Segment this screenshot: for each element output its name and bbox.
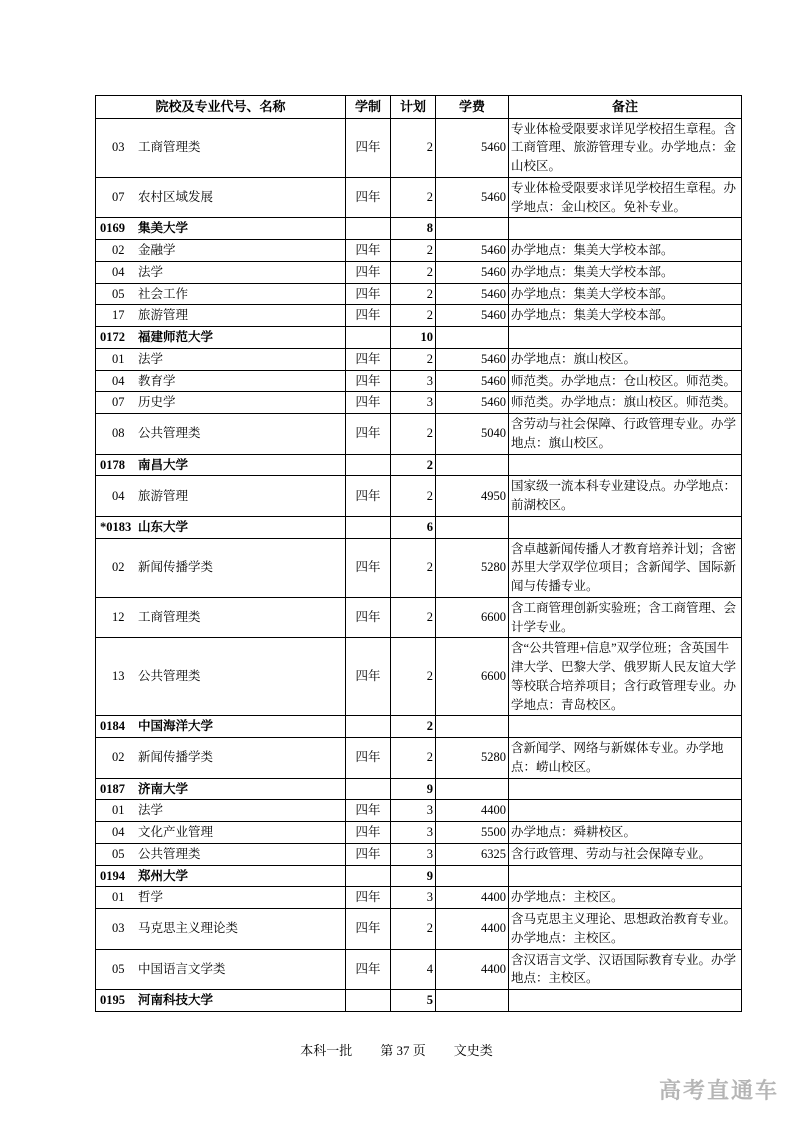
major-code: 03	[112, 921, 125, 936]
remark-cell: 含劳动与社会保障、行政管理专业。办学地点：旗山校区。	[509, 414, 742, 455]
university-row	[96, 865, 742, 887]
fee-cell: 4400	[436, 887, 509, 909]
remark-cell: 办学地点：舜耕校区。	[509, 822, 742, 844]
major-row	[96, 538, 742, 597]
major-name: 法学	[138, 803, 164, 818]
fee-cell: 4400	[436, 909, 509, 950]
code-name-cell	[96, 800, 346, 822]
plan-cell: 2	[391, 414, 436, 455]
plan-cell: 10	[391, 327, 436, 349]
university-code: 0187	[100, 781, 125, 796]
major-name: 法学	[138, 264, 164, 279]
plan-cell: 8	[391, 218, 436, 240]
major-name: 社会工作	[138, 286, 189, 301]
remark-cell	[509, 454, 742, 476]
major-row	[96, 800, 742, 822]
duration-cell: 四年	[346, 392, 391, 414]
major-row	[96, 118, 742, 177]
fee-cell: 4400	[436, 800, 509, 822]
code-name-cell	[96, 949, 346, 990]
university-row	[96, 716, 742, 738]
university-name: 山东大学	[138, 519, 189, 534]
university-code: 0184	[100, 719, 125, 734]
remark-cell: 专业体检受限要求详见学校招生章程。办学地点：金山校区。免补专业。	[509, 177, 742, 218]
major-code: 02	[112, 243, 125, 257]
major-row	[96, 305, 742, 327]
plan-cell: 2	[391, 240, 436, 262]
major-name: 哲学	[138, 890, 164, 905]
page-footer	[0, 1040, 793, 1059]
duration-cell: 四年	[346, 538, 391, 597]
major-name: 法学	[138, 351, 164, 366]
plan-cell: 2	[391, 538, 436, 597]
duration-cell	[346, 865, 391, 887]
university-code: *0183	[100, 519, 132, 534]
remark-cell: 含汉语言文学、汉语国际教育专业。办学地点：主校区。	[509, 949, 742, 990]
code-name-cell	[96, 392, 346, 414]
major-code: 02	[112, 560, 125, 575]
major-name: 教育学	[138, 373, 176, 388]
plan-cell: 2	[391, 476, 436, 517]
fee-cell: 5280	[436, 538, 509, 597]
header-plan: 计划	[391, 96, 436, 119]
major-code: 08	[112, 426, 125, 441]
fee-cell	[436, 716, 509, 738]
remark-cell: 含卓越新闻传播人才教育培养计划；含密苏里大学双学位项目；含新闻学、国际新闻与传播专业。	[509, 538, 742, 597]
university-name: 河南科技大学	[138, 993, 214, 1007]
major-row	[96, 738, 742, 779]
code-name-cell	[96, 516, 346, 538]
duration-cell: 四年	[346, 476, 391, 517]
major-name: 中国语言文学类	[138, 961, 226, 976]
fee-cell: 5500	[436, 822, 509, 844]
fee-cell: 4950	[436, 476, 509, 517]
major-name: 农村区域发展	[138, 190, 214, 205]
remark-cell: 师范类。办学地点：旗山校区。师范类。	[509, 392, 742, 414]
university-row	[96, 454, 742, 476]
remark-cell: 办学地点：主校区。	[509, 887, 742, 909]
major-name: 工商管理类	[138, 140, 201, 155]
major-row	[96, 240, 742, 262]
major-name: 公共管理类	[138, 846, 201, 861]
code-name-cell	[96, 990, 346, 1012]
plan-cell: 5	[391, 990, 436, 1012]
major-row	[96, 392, 742, 414]
plan-cell: 2	[391, 348, 436, 370]
code-name-cell	[96, 597, 346, 638]
major-code: 01	[112, 890, 125, 905]
duration-cell	[346, 516, 391, 538]
major-code: 05	[112, 961, 125, 976]
major-code: 07	[112, 190, 125, 205]
major-name: 金融学	[138, 243, 176, 257]
code-name-cell	[96, 778, 346, 800]
major-row	[96, 348, 742, 370]
major-row	[96, 370, 742, 392]
code-name-cell	[96, 909, 346, 950]
header-remark: 备注	[509, 96, 742, 119]
university-code: 0172	[100, 330, 125, 344]
fee-cell: 5460	[436, 118, 509, 177]
remark-cell	[509, 990, 742, 1012]
major-row	[96, 843, 742, 865]
major-code: 04	[112, 488, 125, 503]
duration-cell	[346, 990, 391, 1012]
major-name: 马克思主义理论类	[138, 921, 239, 936]
major-code: 17	[112, 308, 125, 323]
university-row	[96, 990, 742, 1012]
fee-cell: 6325	[436, 843, 509, 865]
remark-cell	[509, 327, 742, 349]
code-name-cell	[96, 348, 346, 370]
footer-page-number: 第 37 页	[380, 1043, 426, 1058]
university-row	[96, 516, 742, 538]
code-name-cell	[96, 305, 346, 327]
code-name-cell	[96, 414, 346, 455]
university-row	[96, 327, 742, 349]
code-name-cell	[96, 177, 346, 218]
fee-cell: 5460	[436, 392, 509, 414]
major-row	[96, 638, 742, 716]
plan-cell: 2	[391, 716, 436, 738]
fee-cell	[436, 865, 509, 887]
major-code: 01	[112, 803, 125, 818]
footer-category: 文史类	[453, 1043, 493, 1058]
fee-cell: 5460	[436, 261, 509, 283]
remark-cell: 办学地点：集美大学校本部。	[509, 240, 742, 262]
fee-cell	[436, 454, 509, 476]
fee-cell	[436, 218, 509, 240]
major-name: 新闻传播学类	[138, 560, 214, 575]
major-row	[96, 177, 742, 218]
code-name-cell	[96, 118, 346, 177]
duration-cell: 四年	[346, 738, 391, 779]
major-row	[96, 887, 742, 909]
fee-cell	[436, 778, 509, 800]
duration-cell: 四年	[346, 283, 391, 305]
code-name-cell	[96, 865, 346, 887]
plan-cell: 3	[391, 822, 436, 844]
major-code: 02	[112, 750, 125, 765]
duration-cell: 四年	[346, 118, 391, 177]
remark-cell: 办学地点：集美大学校本部。	[509, 283, 742, 305]
plan-cell: 2	[391, 597, 436, 638]
major-row	[96, 476, 742, 517]
plan-cell: 2	[391, 638, 436, 716]
plan-cell: 2	[391, 177, 436, 218]
major-code: 01	[112, 351, 125, 366]
duration-cell: 四年	[346, 887, 391, 909]
remark-cell: 办学地点：集美大学校本部。	[509, 305, 742, 327]
code-name-cell	[96, 538, 346, 597]
major-row	[96, 909, 742, 950]
remark-cell: 含工商管理创新实验班；含工商管理、会计学专业。	[509, 597, 742, 638]
major-row	[96, 949, 742, 990]
code-name-cell	[96, 476, 346, 517]
university-code: 0178	[100, 457, 125, 472]
major-row	[96, 283, 742, 305]
plan-cell: 4	[391, 949, 436, 990]
remark-cell: 专业体检受限要求详见学校招生章程。含工商管理、旅游管理专业。办学地点：金山校区。	[509, 118, 742, 177]
fee-cell: 4400	[436, 949, 509, 990]
remark-cell: 师范类。办学地点：仓山校区。师范类。	[509, 370, 742, 392]
code-name-cell	[96, 887, 346, 909]
duration-cell	[346, 778, 391, 800]
duration-cell: 四年	[346, 800, 391, 822]
major-row	[96, 261, 742, 283]
fee-cell: 6600	[436, 597, 509, 638]
major-code: 12	[112, 610, 125, 625]
header-row	[96, 96, 742, 119]
university-row	[96, 218, 742, 240]
plan-cell: 2	[391, 261, 436, 283]
fee-cell: 5460	[436, 177, 509, 218]
remark-cell: 含马克思主义理论、思想政治教育专业。办学地点：主校区。	[509, 909, 742, 950]
remark-cell	[509, 778, 742, 800]
duration-cell: 四年	[346, 843, 391, 865]
remark-cell: 国家级一流本科专业建设点。办学地点：前湖校区。	[509, 476, 742, 517]
major-name: 公共管理类	[138, 426, 201, 441]
major-code: 05	[112, 286, 125, 301]
university-name: 中国海洋大学	[138, 719, 214, 734]
duration-cell: 四年	[346, 949, 391, 990]
major-name: 历史学	[138, 395, 176, 410]
duration-cell: 四年	[346, 370, 391, 392]
duration-cell	[346, 454, 391, 476]
code-name-cell	[96, 327, 346, 349]
duration-cell: 四年	[346, 348, 391, 370]
code-name-cell	[96, 843, 346, 865]
header-code-name: 院校及专业代号、名称	[96, 96, 346, 119]
header-fee: 学费	[436, 96, 509, 119]
duration-cell: 四年	[346, 240, 391, 262]
fee-cell: 5040	[436, 414, 509, 455]
duration-cell	[346, 716, 391, 738]
remark-cell: 办学地点：集美大学校本部。	[509, 261, 742, 283]
duration-cell: 四年	[346, 638, 391, 716]
plan-cell: 2	[391, 118, 436, 177]
table-header	[96, 96, 742, 119]
plan-cell: 6	[391, 516, 436, 538]
remark-cell: 含“公共管理+信息”双学位班；含英国牛津大学、巴黎大学、俄罗斯人民友谊大学等校联合培养项目；含行政管理专业。办学地点：青岛校区。	[509, 638, 742, 716]
major-code: 04	[112, 264, 125, 279]
fee-cell: 5460	[436, 370, 509, 392]
code-name-cell	[96, 716, 346, 738]
code-name-cell	[96, 283, 346, 305]
code-name-cell	[96, 218, 346, 240]
fee-cell	[436, 516, 509, 538]
remark-cell	[509, 716, 742, 738]
major-name: 文化产业管理	[138, 825, 214, 839]
major-code: 05	[112, 846, 125, 861]
university-name: 郑州大学	[138, 868, 189, 883]
plan-cell: 2	[391, 909, 436, 950]
plan-cell: 3	[391, 887, 436, 909]
fee-cell	[436, 327, 509, 349]
major-code: 03	[112, 140, 125, 155]
plan-cell: 2	[391, 305, 436, 327]
fee-cell: 5460	[436, 283, 509, 305]
major-row	[96, 822, 742, 844]
plan-cell: 2	[391, 738, 436, 779]
duration-cell: 四年	[346, 414, 391, 455]
code-name-cell	[96, 638, 346, 716]
fee-cell: 6600	[436, 638, 509, 716]
remark-cell	[509, 800, 742, 822]
duration-cell: 四年	[346, 177, 391, 218]
plan-cell: 9	[391, 778, 436, 800]
fee-cell	[436, 990, 509, 1012]
major-row	[96, 414, 742, 455]
plan-cell: 3	[391, 370, 436, 392]
plan-cell: 2	[391, 454, 436, 476]
code-name-cell	[96, 240, 346, 262]
university-name: 福建师范大学	[138, 330, 214, 344]
duration-cell: 四年	[346, 822, 391, 844]
duration-cell: 四年	[346, 597, 391, 638]
plan-cell: 3	[391, 843, 436, 865]
duration-cell: 四年	[346, 909, 391, 950]
remark-cell: 含新闻学、网络与新媒体专业。办学地点：崂山校区。	[509, 738, 742, 779]
remark-cell: 含行政管理、劳动与社会保障专业。	[509, 843, 742, 865]
university-code: 0195	[100, 993, 125, 1007]
fee-cell: 5280	[436, 738, 509, 779]
plan-cell: 2	[391, 283, 436, 305]
remark-cell	[509, 516, 742, 538]
code-name-cell	[96, 370, 346, 392]
plan-cell: 3	[391, 800, 436, 822]
fee-cell: 5460	[436, 348, 509, 370]
code-name-cell	[96, 738, 346, 779]
major-code: 07	[112, 395, 125, 410]
plan-cell: 9	[391, 865, 436, 887]
code-name-cell	[96, 454, 346, 476]
watermark-text: 高考直通车	[658, 1078, 779, 1103]
code-name-cell	[96, 822, 346, 844]
major-name: 旅游管理	[138, 308, 189, 323]
remark-cell: 办学地点：旗山校区。	[509, 348, 742, 370]
fee-cell: 5460	[436, 240, 509, 262]
university-row	[96, 778, 742, 800]
university-name: 南昌大学	[138, 457, 189, 472]
university-name: 集美大学	[138, 221, 189, 236]
duration-cell	[346, 327, 391, 349]
major-code: 13	[112, 669, 125, 684]
code-name-cell	[96, 261, 346, 283]
major-code: 04	[112, 825, 125, 839]
major-name: 工商管理类	[138, 610, 201, 625]
major-code: 04	[112, 373, 125, 388]
duration-cell: 四年	[346, 305, 391, 327]
footer-batch: 本科一批	[300, 1043, 353, 1058]
major-name: 旅游管理	[138, 488, 189, 503]
duration-cell	[346, 218, 391, 240]
major-name: 新闻传播学类	[138, 750, 214, 765]
duration-cell: 四年	[346, 261, 391, 283]
university-code: 0169	[100, 221, 125, 236]
admission-plan-table	[95, 95, 742, 1012]
major-name: 公共管理类	[138, 669, 201, 684]
university-code: 0194	[100, 868, 125, 883]
remark-cell	[509, 218, 742, 240]
fee-cell: 5460	[436, 305, 509, 327]
header-duration: 学制	[346, 96, 391, 119]
major-row	[96, 597, 742, 638]
table-body	[96, 118, 742, 1011]
plan-cell: 3	[391, 392, 436, 414]
university-name: 济南大学	[138, 781, 189, 796]
remark-cell	[509, 865, 742, 887]
